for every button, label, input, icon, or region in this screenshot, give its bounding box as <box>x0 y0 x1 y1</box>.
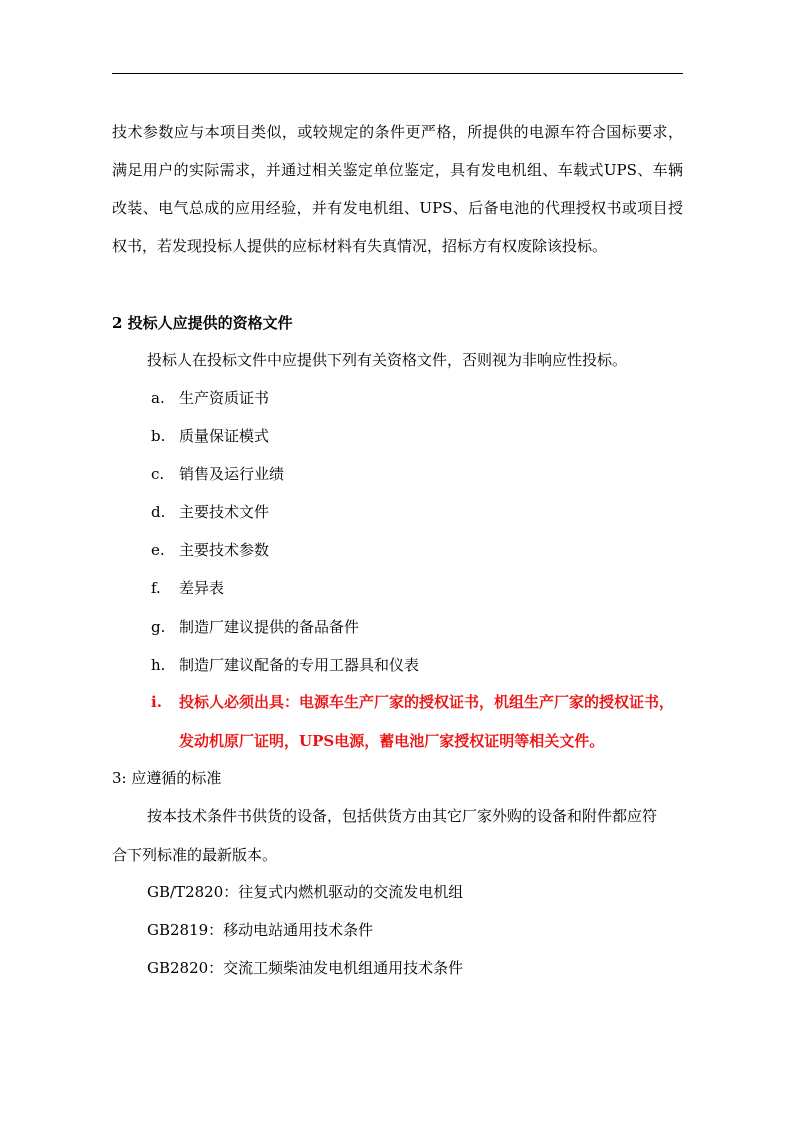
highlight-item-line2: 发动机原厂证明，UPS电源，蓄电池厂家授权证明等相关文件。 <box>179 732 605 750</box>
list-item <box>151 426 269 446</box>
list-item <box>151 617 359 637</box>
list-item-letter: h. <box>151 656 166 674</box>
list-item <box>151 540 269 560</box>
intro-line-3: 改装、电气总成的应用经验，并有发电机组、UPS、后备电池的代理授权书或项目授 <box>112 199 683 217</box>
intro-line-1: 技术参数应与本项目类似，或较规定的条件更严格，所提供的电源车符合国标要求， <box>112 123 683 141</box>
list-item-letter: b. <box>151 427 166 445</box>
list-item-letter: g. <box>151 618 166 636</box>
list-item-letter: a. <box>151 389 165 407</box>
list-item <box>151 464 284 484</box>
standard-item: GB2820：交流工频柴油发电机组通用技术条件 <box>147 959 464 977</box>
header-rule <box>112 73 683 74</box>
list-item-letter: d. <box>151 503 166 521</box>
highlight-item-line1: 投标人必须出具：电源车生产厂家的授权证书，机组生产厂家的授权证书， <box>179 693 675 711</box>
list-item-text: 质量保证模式 <box>179 427 270 445</box>
intro-line-2: 满足用户的实际需求，并通过相关鉴定单位鉴定，具有发电机组、车载式UPS、车辆 <box>112 161 683 179</box>
list-item <box>151 502 269 522</box>
list-item-letter: i. <box>151 693 162 711</box>
list-item-letter: c. <box>151 465 165 483</box>
list-item-letter: e. <box>151 541 165 559</box>
list-item-text: 主要技术文件 <box>179 503 270 521</box>
standard-item: GB2819：移动电站通用技术条件 <box>147 921 374 939</box>
list-item-letter: f. <box>151 579 161 597</box>
intro-line-4: 权书，若发现投标人提供的应标材料有失真情况，招标方有权废除该投标。 <box>112 237 608 255</box>
list-item-text: 制造厂建议配备的专用工器具和仪表 <box>179 656 420 674</box>
list-item-text: 销售及运行业绩 <box>179 465 285 483</box>
list-item <box>151 655 419 675</box>
list-item <box>151 578 224 598</box>
list-item-text: 制造厂建议提供的备品备件 <box>179 618 360 636</box>
section2-heading: 2 投标人应提供的资格文件 <box>112 314 293 332</box>
list-item-text: 主要技术参数 <box>179 541 270 559</box>
section3-heading: 3: 应遵循的标准 <box>112 769 222 787</box>
section3-intro-line1: 按本技术条件书供货的设备，包括供货方由其它厂家外购的设备和附件都应符 <box>147 807 658 825</box>
standard-item: GB/T2820：往复式内燃机驱动的交流发电机组 <box>147 883 464 901</box>
section3-intro-line2: 合下列标准的最新版本。 <box>112 846 278 864</box>
highlight-item <box>151 692 674 712</box>
list-item-text: 差异表 <box>179 579 225 597</box>
list-item <box>151 388 269 408</box>
list-item-text: 生产资质证书 <box>179 389 270 407</box>
section2-intro: 投标人在投标文件中应提供下列有关资格文件，否则视为非响应性投标。 <box>147 351 628 369</box>
